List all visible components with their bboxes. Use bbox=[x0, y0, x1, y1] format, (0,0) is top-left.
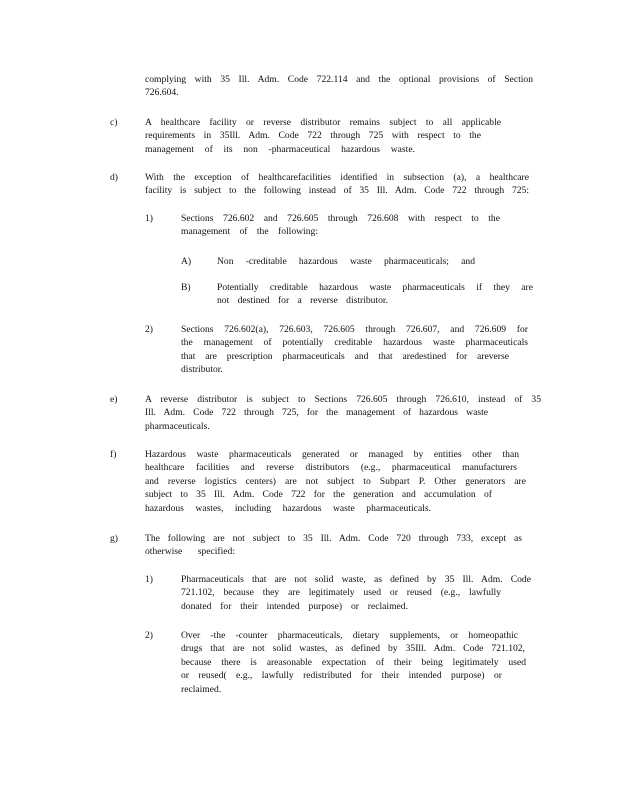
text-line: Hazardous waste pharmaceuticals generated or managed by entities other than bbox=[145, 449, 519, 460]
text-line: or reused( e.g., lawfully redistributed for their intended purpose) or bbox=[181, 670, 502, 682]
text-line: healthcare facilities and reverse distributors (e.g., pharmaceutical manufacturers bbox=[145, 462, 517, 474]
item-label-d-1-B: B) bbox=[181, 282, 191, 293]
text-line: management of the following: bbox=[181, 226, 318, 238]
text-line: Non -creditable hazardous waste pharmaceuticals; and bbox=[217, 256, 475, 267]
item-label-e: e) bbox=[110, 394, 118, 405]
text-line: pharmaceuticals. bbox=[145, 420, 210, 432]
item-label-d-1: 1) bbox=[145, 213, 153, 224]
item-label-f: f) bbox=[110, 449, 117, 460]
item-label-d-1-A: A) bbox=[181, 256, 192, 267]
text-line: distributor. bbox=[181, 364, 223, 376]
item-d-paragraph bbox=[145, 171, 529, 198]
item-g-2-paragraph bbox=[181, 629, 526, 696]
text-line: complying with 35 Ill. Adm. Code 722.114 and the optional provisions of Section bbox=[145, 74, 533, 85]
continuation-paragraph bbox=[145, 73, 533, 100]
text-line: otherwise specified: bbox=[145, 546, 235, 558]
text-line: the management of potentially creditable hazardous waste pharmaceuticals bbox=[181, 337, 528, 349]
text-line: not destined for a reverse distributor. bbox=[217, 295, 388, 307]
item-d-1-B-paragraph bbox=[217, 281, 533, 308]
item-label-g: g) bbox=[110, 533, 118, 544]
item-g-1-paragraph bbox=[181, 573, 531, 613]
text-line: Pharmaceuticals that are not solid waste, as defined by 35 Ill. Adm. Code bbox=[181, 574, 531, 585]
item-label-c: c) bbox=[110, 117, 118, 128]
item-label-g-2: 2) bbox=[145, 630, 153, 641]
text-line: 726.604. bbox=[145, 87, 179, 99]
text-line: requirements in 35Ill. Adm. Code 722 through 725 with respect to the bbox=[145, 130, 481, 142]
item-label-d: d) bbox=[110, 172, 118, 183]
text-line: reclaimed. bbox=[181, 683, 222, 695]
text-line: because there is areasonable expectation of their being legitimately used bbox=[181, 656, 526, 668]
item-c-paragraph bbox=[145, 116, 501, 156]
text-line: hazardous wastes, including hazardous waste pharmaceuticals. bbox=[145, 502, 431, 514]
item-d-1-A-paragraph bbox=[217, 255, 475, 268]
text-line: Potentially creditable hazardous waste pharmaceuticals if they are bbox=[217, 282, 533, 293]
item-label-g-1: 1) bbox=[145, 574, 153, 585]
text-line: subject to 35 Ill. Adm. Code 722 for the generation and accumulation of bbox=[145, 489, 492, 501]
text-line: Over -the -counter pharmaceuticals, dietary supplements, or homeopathic bbox=[181, 630, 518, 641]
text-line: and reverse logistics centers) are not subject to Subpart P. Other generators are bbox=[145, 475, 526, 487]
text-line: The following are not subject to 35 Ill. Adm. Code 720 through 733, except as bbox=[145, 533, 522, 544]
text-line: facility is subject to the following instead of 35 Ill. Adm. Code 722 through 725: bbox=[145, 185, 529, 197]
item-e-paragraph bbox=[145, 393, 541, 433]
text-line: that are prescription pharmaceuticals and that aredestined for areverse bbox=[181, 350, 509, 362]
text-line: management of its non -pharmaceutical hazardous waste. bbox=[145, 143, 415, 155]
text-line: donated for their intended purpose) or reclaimed. bbox=[181, 600, 408, 612]
text-line: A reverse distributor is subject to Sections 726.605 through 726.610, instead of 35 bbox=[145, 394, 541, 405]
text-line: Sections 726.602(a), 726.603, 726.605 through 726.607, and 726.609 for bbox=[181, 324, 528, 335]
item-label-d-2: 2) bbox=[145, 324, 153, 335]
text-line: A healthcare facility or reverse distributor remains subject to all applicable bbox=[145, 117, 501, 128]
item-d-2-paragraph bbox=[181, 323, 528, 377]
text-line: With the exception of healthcarefacilities identified in subsection (a), a healthcare bbox=[145, 172, 529, 183]
item-d-1-paragraph bbox=[181, 212, 500, 239]
text-line: 721.102, because they are legitimately used or reused (e.g., lawfully bbox=[181, 587, 501, 599]
text-line: Sections 726.602 and 726.605 through 726.608 with respect to the bbox=[181, 213, 500, 224]
text-line: Ill. Adm. Code 722 through 725, for the management of hazardous waste bbox=[145, 407, 488, 419]
item-g-paragraph bbox=[145, 532, 522, 559]
item-f-paragraph bbox=[145, 448, 526, 515]
text-line: drugs that are not solid wastes, as defined by 35Ill. Adm. Code 721.102, bbox=[181, 643, 525, 655]
